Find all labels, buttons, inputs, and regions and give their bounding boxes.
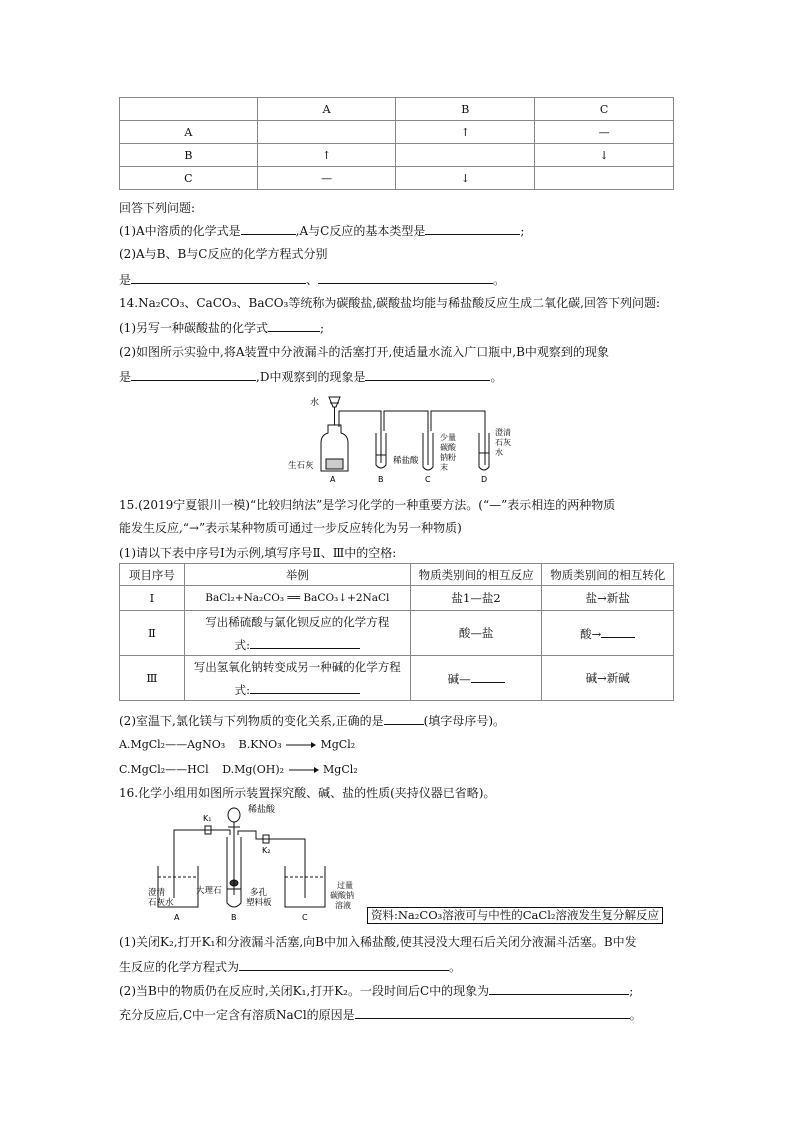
table-cell-text: 碱— bbox=[447, 671, 471, 686]
fig2-label-b: B bbox=[231, 913, 237, 922]
q15-stem-line2: 能发生反应,“→”表示某种物质可通过一步反应转化为另一种物质) bbox=[119, 521, 462, 535]
table-cell-text: 酸→ bbox=[580, 626, 602, 641]
answer-blank[interactable] bbox=[268, 319, 320, 332]
fig1-label-na2co3: 少量 bbox=[440, 433, 456, 442]
table-cell: 盐1—盐2 bbox=[410, 586, 542, 611]
answer-blank[interactable] bbox=[471, 670, 505, 683]
q13-part1 bbox=[119, 222, 524, 239]
option-d-product: MgCl₂ bbox=[323, 763, 358, 776]
table-cell-text: 写出氢氧化钠转变成另一种碱的化学方程 bbox=[193, 659, 401, 674]
q15-part2-end: (填字母序号)。 bbox=[423, 714, 506, 728]
arrow-icon bbox=[285, 741, 317, 749]
table-header-cell: 物质类别间的相互反应 bbox=[410, 564, 542, 586]
q14-part2: (2)如图所示实验中,将A装置中分液漏斗的活塞打开,使适量水流入广口瓶中,B中观察到的现象 bbox=[119, 345, 609, 359]
answer-blank[interactable] bbox=[250, 636, 360, 649]
test-tube-d bbox=[479, 433, 489, 470]
answer-blank[interactable] bbox=[241, 222, 296, 235]
table-cell: 盐→新盐 bbox=[542, 586, 674, 611]
q14-part2-text-c: ,D中观察到的现象是 bbox=[256, 370, 366, 384]
table-cell bbox=[184, 656, 410, 701]
table-cell: Ⅲ bbox=[120, 656, 185, 701]
table-row bbox=[120, 586, 674, 611]
table-cell: — bbox=[257, 167, 396, 190]
fig1-label-c: C bbox=[425, 475, 431, 484]
option-d: D.Mg(OH)₂ bbox=[222, 763, 285, 776]
answer-blank[interactable] bbox=[131, 368, 256, 381]
comparison-table bbox=[119, 563, 674, 701]
fig1-label-limewater: 石灰 bbox=[495, 438, 511, 447]
separatory-funnel bbox=[228, 808, 240, 822]
table-cell: — bbox=[535, 121, 674, 144]
q13-part2-text-c: 、 bbox=[306, 273, 319, 287]
table-cell: ↑ bbox=[396, 121, 535, 144]
fig1-label-hcl: 稀盐酸 bbox=[393, 456, 419, 466]
table-row bbox=[120, 167, 674, 190]
table-cell: 酸—盐 bbox=[410, 611, 542, 656]
q14-part2-text-d: 。 bbox=[490, 370, 503, 384]
q13-part2-text-d: 。 bbox=[493, 273, 506, 287]
option-b-product: MgCl₂ bbox=[320, 738, 356, 751]
q16-part2-end-b: 。 bbox=[629, 1008, 642, 1022]
q14-part1-end: ; bbox=[320, 321, 325, 335]
fig2-label-na2co3: 溶液 bbox=[335, 901, 351, 910]
table-header-cell: 物质类别间的相互转化 bbox=[542, 564, 674, 586]
fig1-label-water: 水 bbox=[310, 398, 320, 408]
fig1-label-na2co3: 末 bbox=[440, 463, 448, 472]
table-header-row bbox=[120, 98, 674, 121]
q16-part2-end: ; bbox=[629, 984, 634, 998]
quicklime-solid bbox=[326, 459, 343, 469]
q16-part2-text-b: 充分反应后,C中一定含有溶质NaCl的原因是 bbox=[119, 1008, 355, 1022]
table-cell bbox=[120, 98, 258, 121]
fig1-label-na2co3: 碳酸 bbox=[440, 443, 456, 452]
answer-blank[interactable] bbox=[355, 1006, 630, 1019]
option-b: B.KNO₃ bbox=[238, 738, 282, 751]
table-cell: Ⅱ bbox=[120, 611, 185, 656]
q16-part2-text: (2)当B中的物质仍在反应时,关闭K₁,打开K₂。一段时间后C中的现象为 bbox=[119, 984, 490, 998]
table-cell: ↑ bbox=[257, 144, 396, 167]
q16-stem: 16.化学小组用如图所示装置探究酸、碱、盐的性质(夹持仪器已省略)。 bbox=[119, 786, 496, 800]
q16-part1-text: 生反应的化学方程式为 bbox=[119, 960, 240, 974]
table-cell: ↓ bbox=[396, 167, 535, 190]
fig2-label-plate: 塑料板 bbox=[246, 898, 272, 908]
table-cell bbox=[542, 611, 674, 656]
q15-part2-text: (2)室温下,氯化镁与下列物质的变化关系,正确的是 bbox=[119, 714, 384, 728]
apparatus-figure-2 bbox=[150, 803, 370, 923]
q15-stem-line1: 15.(2019宁夏银川一模)“比较归纳法”是学习化学的一种重要方法。(“—”表示相连的两种物质 bbox=[119, 498, 616, 512]
fig2-label-na2co3: 过量 bbox=[337, 881, 353, 890]
fig1-label-limewater: 水 bbox=[495, 448, 503, 457]
q13-part1-text-a: (1)A中溶质的化学式是 bbox=[119, 224, 241, 238]
answer-blank[interactable] bbox=[384, 712, 424, 725]
resource-note-box: 资料:Na₂CO₃溶液可与中性的CaCl₂溶液发生复分解反应 bbox=[367, 907, 663, 924]
q16-part2-line2 bbox=[119, 1006, 642, 1023]
reaction-table bbox=[119, 97, 674, 190]
answer-blank[interactable] bbox=[131, 271, 306, 284]
table-cell: C bbox=[120, 167, 258, 190]
fig1-label-na2co3: 钠粉 bbox=[440, 453, 456, 462]
table-cell: B bbox=[396, 98, 535, 121]
table-cell bbox=[410, 656, 542, 701]
table-cell bbox=[535, 167, 674, 190]
table-cell: 碱→新碱 bbox=[542, 656, 674, 701]
table-cell-text: 式: bbox=[234, 682, 250, 697]
q13-part1-text-c: ; bbox=[520, 224, 525, 238]
table-header-cell: 项目序号 bbox=[120, 564, 185, 586]
option-a: A.MgCl₂——AgNO₃ bbox=[119, 738, 226, 751]
q13-intro: 回答下列问题: bbox=[119, 201, 196, 215]
table-cell: B bbox=[120, 144, 258, 167]
fig2-label-hcl: 稀盐酸 bbox=[248, 805, 276, 815]
option-c: C.MgCl₂——HCl bbox=[119, 763, 209, 776]
q15-options-row1 bbox=[119, 737, 355, 753]
table-cell-text: 式: bbox=[234, 637, 250, 652]
table-header-cell: 举例 bbox=[184, 564, 410, 586]
q13-part2: (2)A与B、B与C反应的化学方程式分别 bbox=[119, 247, 328, 261]
table-cell bbox=[184, 611, 410, 656]
fig2-label-k1: K₁ bbox=[203, 814, 212, 823]
q13-part1-text-b: ,A与C反应的基本类型是 bbox=[295, 224, 426, 238]
fig2-label-marble: 大理石 bbox=[196, 886, 222, 896]
fig1-label-limewater: 澄清 bbox=[495, 428, 511, 437]
table-header-row bbox=[120, 564, 674, 586]
table-row bbox=[120, 656, 674, 701]
q15-part1: (1)请以下表中序号Ⅰ为示例,填写序号Ⅱ、Ⅲ中的空格: bbox=[119, 546, 397, 560]
q16-part1-line2 bbox=[119, 958, 461, 975]
q14-part1 bbox=[119, 319, 324, 336]
connecting-tube bbox=[339, 411, 381, 463]
answer-blank[interactable] bbox=[601, 625, 635, 638]
fig2-label-c: C bbox=[302, 913, 308, 922]
answer-blank[interactable] bbox=[318, 271, 493, 284]
q15-options-row2 bbox=[119, 762, 358, 778]
table-cell: C bbox=[535, 98, 674, 121]
table-cell bbox=[396, 144, 535, 167]
answer-blank[interactable] bbox=[250, 681, 360, 694]
answer-blank[interactable] bbox=[489, 982, 629, 995]
fig2-label-plate: 多孔 bbox=[250, 888, 268, 898]
table-cell: A bbox=[257, 98, 396, 121]
fig2-label-a: A bbox=[174, 913, 180, 922]
fig1-label-quicklime: 生石灰 bbox=[288, 461, 314, 471]
answer-blank[interactable] bbox=[365, 368, 490, 381]
separatory-funnel bbox=[329, 397, 340, 407]
q14-part1-text: (1)另写一种碳酸盐的化学式 bbox=[119, 321, 268, 335]
q16-part2-line1 bbox=[119, 982, 633, 999]
fig2-label-limewater: 澄清 bbox=[148, 888, 166, 898]
fig2-label-na2co3: 碳酸钠 bbox=[330, 891, 354, 900]
table-row bbox=[120, 611, 674, 656]
q16-part1-line1: (1)关闭K₂,打开K₁和分液漏斗活塞,向B中加入稀盐酸,使其浸没大理石后关闭分液漏斗活塞。B中发 bbox=[119, 935, 637, 949]
q14-stem: 14.Na₂CO₃、CaCO₃、BaCO₃等统称为碳酸盐,碳酸盐均能与稀盐酸反应生成二氧化碳,回答下列问题: bbox=[119, 296, 661, 310]
q14-part2-text-b: 是 bbox=[119, 370, 132, 384]
arrow-icon bbox=[288, 766, 320, 774]
fig2-label-k2: K₂ bbox=[262, 846, 271, 855]
q16-part1-end: 。 bbox=[449, 960, 462, 974]
q14-part2-answer bbox=[119, 368, 502, 385]
answer-blank[interactable] bbox=[239, 958, 449, 971]
answer-blank[interactable] bbox=[425, 222, 520, 235]
q15-part2 bbox=[119, 712, 505, 729]
table-cell: A bbox=[120, 121, 258, 144]
table-cell: BaCl₂+Na₂CO₃ ══ BaCO₃↓+2NaCl bbox=[184, 586, 410, 611]
table-cell: ↓ bbox=[535, 144, 674, 167]
fig1-label-d: D bbox=[481, 475, 488, 484]
q13-part2-text-b: 是 bbox=[119, 273, 132, 287]
table-cell bbox=[257, 121, 396, 144]
fig1-label-a: A bbox=[330, 475, 336, 484]
table-row bbox=[120, 144, 674, 167]
fig1-label-b: B bbox=[378, 475, 384, 484]
table-cell: Ⅰ bbox=[120, 586, 185, 611]
table-row bbox=[120, 121, 674, 144]
apparatus-figure-1 bbox=[290, 393, 515, 483]
table-cell-text: 写出稀硫酸与氯化钡反应的化学方程 bbox=[205, 614, 390, 629]
q13-part2-answer bbox=[119, 271, 505, 288]
fig2-label-limewater: 石灰水 bbox=[148, 898, 174, 908]
connecting-tube bbox=[238, 831, 305, 898]
